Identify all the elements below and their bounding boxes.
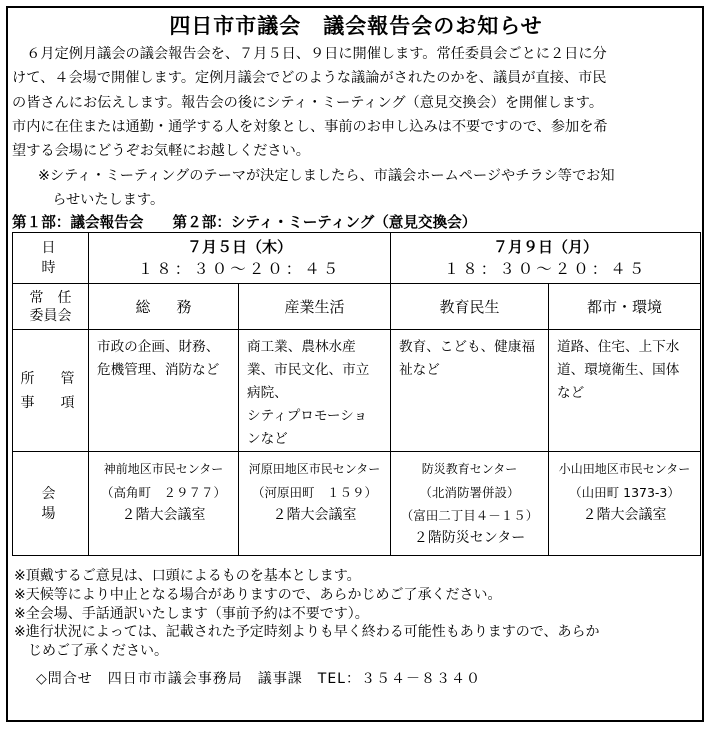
committee-toshi: 都市・環境 (549, 284, 701, 330)
intro-line: 望する会場にどうぞお気軽にお越しください。 (12, 143, 310, 160)
venue-address: （北消防署併設） (419, 485, 520, 500)
venue-address: （高角町 ２９７７） (100, 485, 226, 500)
theme-note-line: ※シティ・ミーティングのテーマが決定しましたら、市議会ホームページやチラシ等でお知 (38, 168, 615, 184)
venue-name: 河原田地区市民センター (248, 462, 381, 476)
duties-kyoiku (391, 330, 549, 452)
venue-row (13, 452, 701, 556)
venue-address: （山田町 1373-3） (569, 485, 680, 500)
venue-name: 神前地区市民センター (103, 462, 224, 476)
committee-sangyo: 産業生活 (239, 284, 391, 330)
footnote-line: ※全会場、手話通訳いたします（事前予約は不要です）。 (14, 605, 369, 622)
day2-date: ７月９日（月） (493, 238, 599, 256)
day1-cell (89, 233, 391, 284)
footnote-line: ※天候等により中止となる場合がありますので、あらかじめご了承ください。 (14, 586, 502, 603)
duty-line: シティプロモーショ (247, 408, 368, 424)
datetime-row (13, 233, 701, 284)
committee-kyoiku: 教育民生 (391, 284, 549, 330)
duty-line: など (557, 385, 585, 401)
duty-line: 道、環境衛生、国体 (557, 362, 680, 378)
venue-room: ２階大会議室 (582, 507, 667, 523)
day2-cell (391, 233, 701, 284)
duties-row (13, 330, 701, 452)
venue-toshi (549, 452, 701, 556)
notice-title: 四日市市議会 議会報告会のお知らせ (169, 14, 543, 38)
committee-row (13, 284, 701, 330)
venue-sangyo (239, 452, 391, 556)
program-parts: 第１部：議会報告会 第２部：シティ・ミーティング（意見交換会） (12, 214, 477, 231)
row-label-duties-line: 事 項 (20, 394, 81, 411)
duties-toshi (549, 330, 701, 452)
theme-note-line: らせいたします。 (38, 192, 165, 208)
intro-line: 市内に在住または通勤・通学する人を対象とし、事前のお申し込みは不要ですので、参加を希 (12, 118, 608, 135)
row-label-datetime: 日 時 (13, 233, 89, 284)
duties-sangyo (239, 330, 391, 452)
duty-line: 市政の企画、財務、 (97, 339, 220, 355)
duty-line: 業、市民文化、市立 (247, 362, 370, 378)
venue-name: 防災教育センター (421, 462, 518, 476)
row-label-venue: 会 場 (13, 452, 89, 556)
row-label-duties-line: 所 管 (20, 370, 81, 387)
row-label-committee-line: 委員会 (29, 307, 72, 324)
intro-line: の皆さんにお伝えします。報告会の後にシティ・ミーティング（意見交換会）を開催します。 (12, 94, 604, 111)
intro-line: けて、４会場で開催します。定例月議会でどのような議論がされたのかを、議員が直接、市民 (12, 70, 607, 87)
committee-soumu: 総務 (89, 284, 239, 330)
intro-line: ６月定例月議会の議会報告会を、７月５日、９日に開催します。常任委員会ごとに２日に分 (12, 46, 607, 62)
duty-line: 祉など (399, 362, 440, 378)
day2-time: １８：３０～２０：４５ (443, 260, 648, 278)
venue-room: ２階防災センター (413, 530, 526, 546)
venue-address: （富田二丁目４－１５） (400, 508, 539, 523)
intro-paragraph (12, 42, 702, 163)
row-label-committee-line: 常 任 (29, 289, 72, 306)
footnote-line: ※進行状況によっては、記載された予定時刻よりも早く終わる可能性もありますので、あらか (14, 624, 600, 641)
schedule-table (12, 232, 701, 556)
duty-line: ンなど (247, 431, 288, 447)
duty-line: 危機管理、消防など (97, 362, 220, 378)
venue-room: ２階大会議室 (272, 507, 357, 523)
day1-time: １８：３０～２０：４５ (137, 260, 342, 278)
venue-address: （河原田町 １５９） (252, 485, 378, 500)
venue-kyoiku (391, 452, 549, 556)
venue-room: ２階大会議室 (121, 507, 206, 523)
footnote-line: ※頂戴するご意見は、口頭によるものを基本とします。 (14, 568, 361, 584)
venue-name: 小山田地区市民センター (558, 462, 691, 476)
row-label-committee (13, 284, 89, 330)
footnotes (14, 567, 704, 661)
theme-note (38, 164, 698, 212)
footnote-line: じめご了承ください。 (14, 643, 168, 660)
venue-soumu (89, 452, 239, 556)
duty-line: 教育、こども、健康福 (399, 339, 535, 355)
day1-date: ７月５日（木） (187, 238, 293, 256)
contact-info: ◇問合せ 四日市市議会事務局 議事課 TEL：３５４－８３４０ (36, 671, 481, 687)
duties-soumu (89, 330, 239, 452)
duty-line: 病院、 (247, 385, 288, 401)
row-label-duties (13, 330, 89, 452)
duty-line: 商工業、農林水産 (247, 339, 356, 355)
duty-line: 道路、住宅、上下水 (557, 339, 680, 355)
